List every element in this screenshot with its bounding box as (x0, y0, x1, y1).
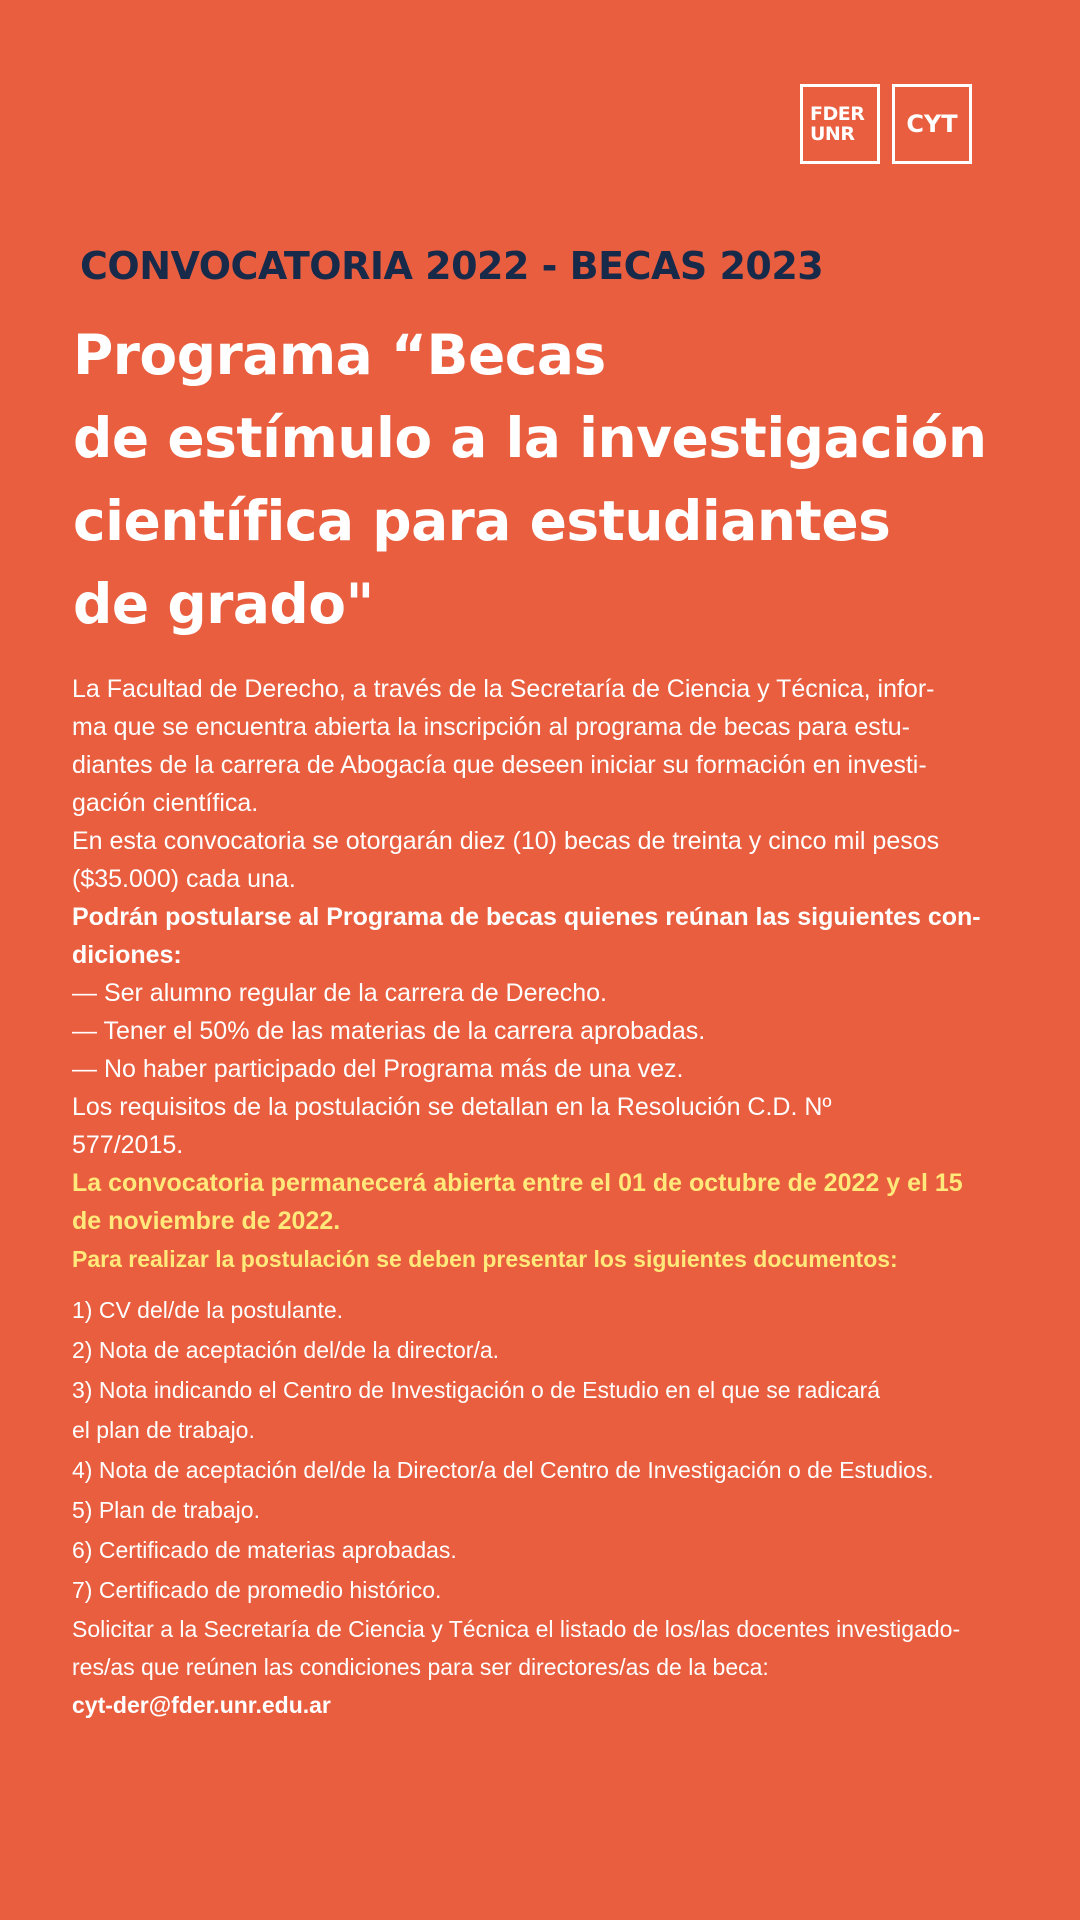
contact-email[interactable]: cyt-der@fder.unr.edu.ar (72, 1692, 331, 1718)
requirements-paragraph (72, 1088, 1012, 1164)
intro-line: gación científica. (72, 789, 259, 817)
document-item: 5) Plan de trabajo. (72, 1497, 260, 1523)
deadline-line: La convocatoria permanecerá abierta entre el 01 de octubre de 2022 y el 15 (72, 1169, 963, 1197)
conditions-list (72, 974, 1012, 1088)
requirements-line: Los requisitos de la postulación se detallan en la Resolución C.D. Nº (72, 1093, 832, 1121)
conditions-title (72, 898, 1012, 974)
closing-paragraph (72, 1610, 1012, 1724)
cyt-logo (892, 84, 972, 164)
fder-logo-line2: UNR (810, 123, 855, 145)
announcement-body (72, 670, 1012, 1724)
document-item: 4) Nota de aceptación del/de la Director/a del Centro de Investigación o de Estudios. (72, 1457, 934, 1483)
document-item: 2) Nota de aceptación del/de la director/a. (72, 1337, 500, 1363)
program-title (73, 314, 987, 646)
fder-logo-line1: FDER (810, 103, 865, 125)
documents-list (72, 1290, 1012, 1610)
intro-line: diantes de la carrera de Abogacía que deseen iniciar su formación en investi- (72, 751, 927, 779)
documents-title: Para realizar la postulación se deben presentar los siguientes documentos: (72, 1246, 898, 1272)
document-item: 6) Certificado de materias aprobadas. (72, 1537, 457, 1563)
deadline-paragraph (72, 1164, 1012, 1240)
program-title-line: de grado" (73, 572, 374, 636)
call-kicker: CONVOCATORIA 2022 - BECAS 2023 (80, 244, 824, 288)
grants-line: En esta convocatoria se otorgarán diez (10) becas de treinta y cinco mil pesos (72, 827, 940, 855)
intro-paragraph (72, 670, 1012, 822)
intro-line: ma que se encuentra abierta la inscripción al programa de becas para estu- (72, 713, 910, 741)
conditions-title-line: diciones: (72, 941, 182, 969)
conditions-title-line: Podrán postularse al Programa de becas quienes reúnan las siguientes con- (72, 903, 981, 931)
program-title-line: de estímulo a la investigación (73, 406, 987, 470)
cyt-logo-text: CYT (906, 110, 958, 138)
document-item: 7) Certificado de promedio histórico. (72, 1577, 442, 1603)
fder-unr-logo (800, 84, 880, 164)
closing-line: res/as que reúnen las condiciones para ser directores/as de la beca: (72, 1654, 769, 1680)
grants-paragraph (72, 822, 1012, 898)
program-title-line: científica para estudiantes (73, 489, 891, 553)
condition-item: — Tener el 50% de las materias de la carrera aprobadas. (72, 1017, 706, 1045)
program-title-line: Programa “Becas (73, 323, 606, 387)
grants-line: ($35.000) cada una. (72, 865, 296, 893)
deadline-line: de noviembre de 2022. (72, 1207, 341, 1235)
condition-item: — Ser alumno regular de la carrera de Derecho. (72, 979, 607, 1007)
logos (800, 84, 972, 164)
intro-line: La Facultad de Derecho, a través de la Secretaría de Ciencia y Técnica, infor- (72, 675, 935, 703)
closing-line: Solicitar a la Secretaría de Ciencia y Técnica el listado de los/las docentes investigado- (72, 1616, 961, 1642)
condition-item: — No haber participado del Programa más de una vez. (72, 1055, 684, 1083)
document-item: el plan de trabajo. (72, 1417, 255, 1443)
document-item: 3) Nota indicando el Centro de Investigación o de Estudio en el que se radicará (72, 1377, 881, 1403)
document-item: 1) CV del/de la postulante. (72, 1297, 344, 1323)
requirements-line: 577/2015. (72, 1131, 184, 1159)
